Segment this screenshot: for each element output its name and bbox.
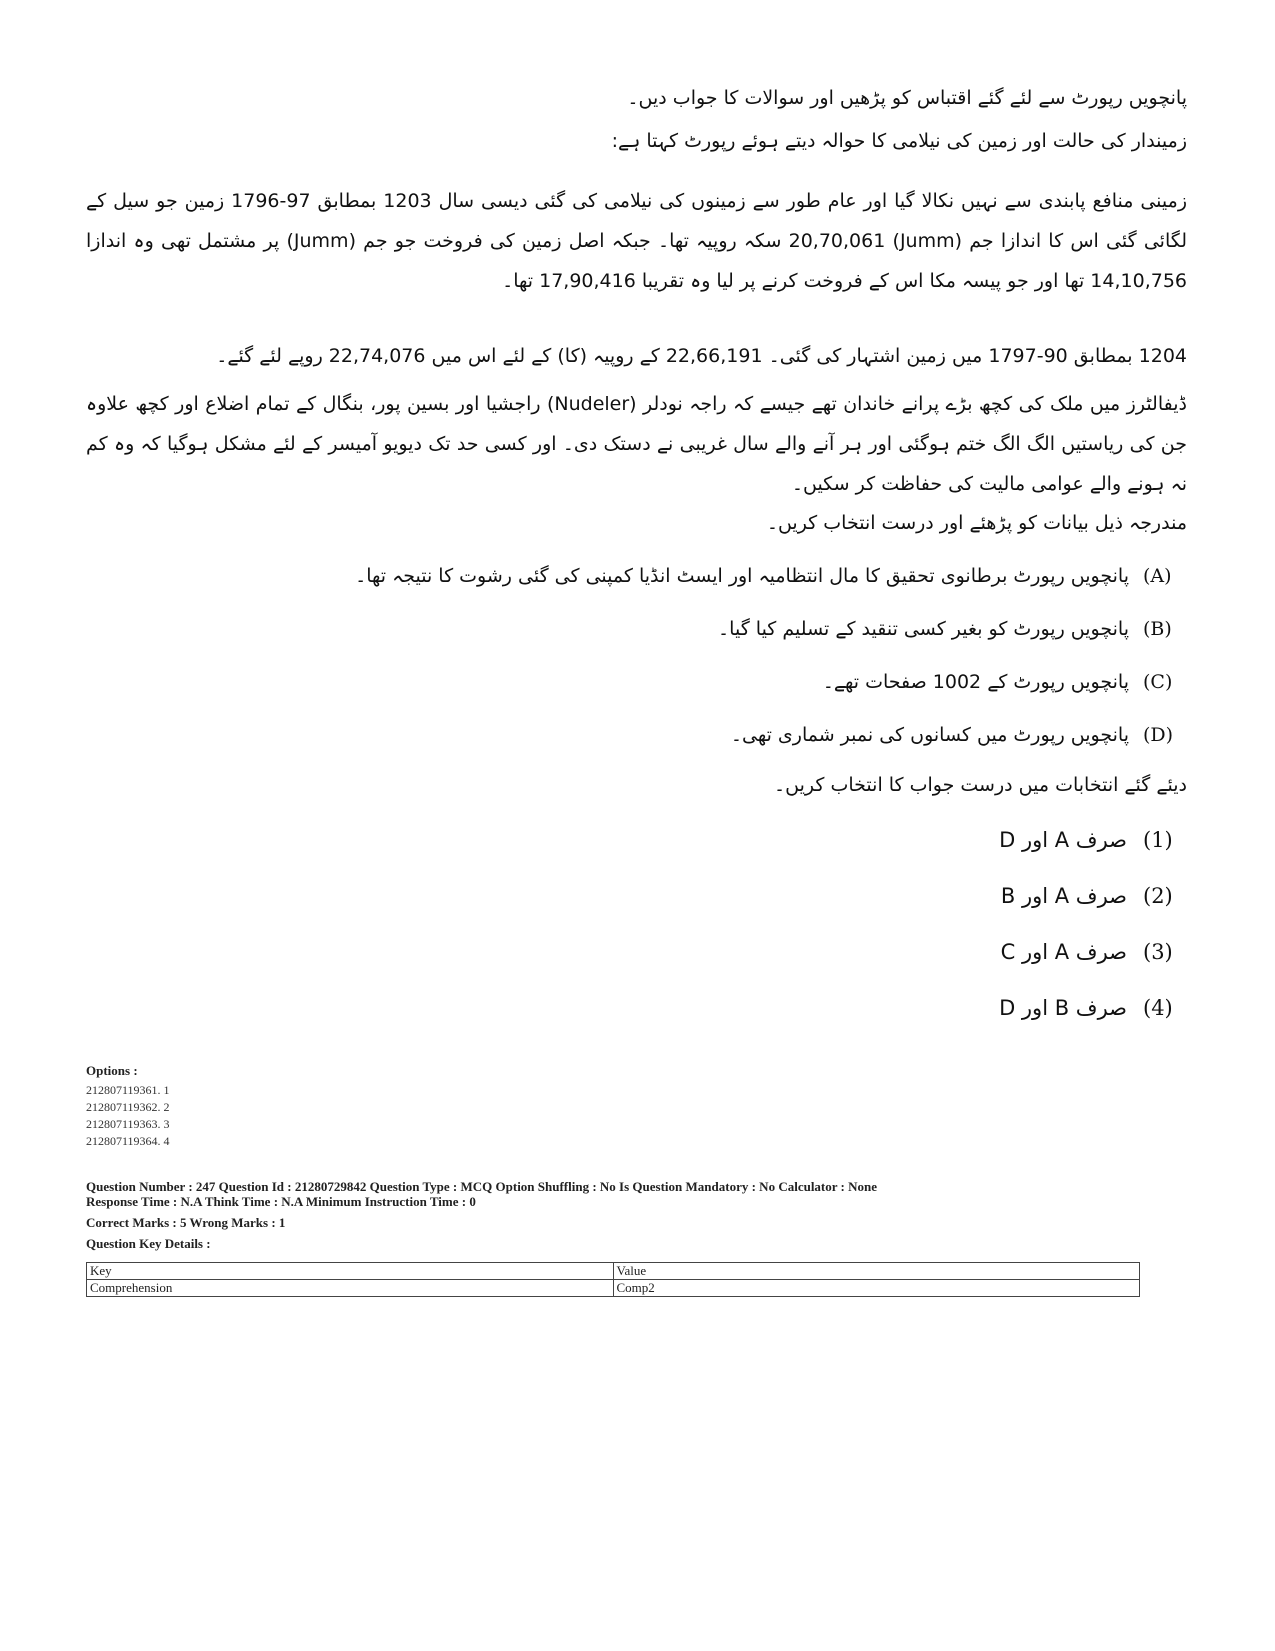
table-cell: Comprehension — [87, 1280, 614, 1297]
table-cell: Comp2 — [613, 1280, 1140, 1297]
question-key-heading: Question Key Details : — [86, 1236, 211, 1251]
choice-label: (4) — [1143, 996, 1173, 1020]
answer-choice-1[interactable] — [999, 825, 1187, 855]
question-key-table — [86, 1262, 1140, 1297]
statement-label: (D) — [1143, 724, 1174, 746]
statement-a — [355, 561, 1187, 591]
choice-text: صرف A اور D — [999, 828, 1127, 852]
choice-text: صرف B اور D — [999, 996, 1127, 1020]
passage-paragraph-3: ڈیفالٹرز میں ملک کی کچھ بڑے پرانے خاندان تھے جیسے کہ راجہ نودلر (Nudeler) راجشیا اور بسین پور، بنگال کے تمام اضلاع اور کچھ علاوہ جن کی ریاستیں الگ الگ ختم ہوگئی اور ہر آنے والے سال غریبی نے دستک دی۔ اور کسی حد تک دیویو آمیسر کے لئے مشکل ہوگیا کہ وہ کم نہ ہونے والے عوامی مالیت کی حفاظت کر سکیں۔ — [86, 393, 1187, 495]
table-header-cell: Key — [87, 1263, 614, 1280]
table-row — [87, 1280, 1140, 1297]
question-marks: Correct Marks : 5 Wrong Marks : 1 — [86, 1215, 286, 1230]
statement-label: (B) — [1143, 618, 1172, 640]
choice-label: (2) — [1143, 884, 1173, 908]
choose-prompt: دیئے گئے انتخابات میں درست جواب کا انتخاب کریں۔ — [774, 774, 1187, 796]
statements-instruction: مندرجہ ذیل بیانات کو پڑھئے اور درست انتخاب کریں۔ — [766, 512, 1187, 534]
statement-text: پانچویں رپورٹ برطانوی تحقیق کا مال انتظامیہ اور ایسٹ انڈیا کمپنی کی گئی رشوت کا نتیجہ تھا۔ — [355, 565, 1129, 587]
question-meta-line1: Question Number : 247 Question Id : 21280729842 Question Type : MCQ Option Shuffling : No Is Question Mandatory : No Calculator : None — [86, 1179, 878, 1194]
answer-choice-2[interactable] — [1001, 881, 1187, 911]
passage-quote-lead: زمیندار کی حالت اور زمین کی نیلامی کا حوالہ دیتے ہوئے رپورٹ کہتا ہے: — [611, 130, 1187, 152]
option-id: 212807119363. 3 — [86, 1117, 170, 1131]
table-header-cell: Value — [613, 1263, 1140, 1280]
passage-intro: پانچویں رپورٹ سے لئے گئے اقتباس کو پڑھیں اور سوالات کا جواب دیں۔ — [627, 87, 1187, 109]
statement-d — [731, 720, 1187, 750]
statement-label: (C) — [1143, 671, 1173, 693]
statement-label: (A) — [1143, 565, 1172, 587]
statement-text: پانچویں رپورٹ کو بغیر کسی تنقید کے تسلیم کیا گیا۔ — [718, 618, 1129, 640]
passage-paragraph-1: زمینی منافع پابندی سے نہیں نکالا گیا اور عام طور سے زمینوں کی نیلامی کی گئی دیسی سال 1203 بمطابق 97-1796 زمین جو سیل کے لگائی گئی اس کا اندازا جم (Jumm) 20,70,061 سکہ روپیہ تھا۔ جبکہ اصل زمین کی فروخت جو جم (Jumm) پر مشتمل تھی وہ اندازا 14,10,756 تھا اور جو پیسہ مکا اس کے فروخت کرنے پر لیا وہ تقریبا 17,90,416 تھا۔ — [86, 190, 1188, 292]
option-ids-list — [86, 1082, 170, 1150]
statement-text: پانچویں رپورٹ کے 1002 صفحات تھے۔ — [822, 671, 1129, 693]
option-id: 212807119362. 2 — [86, 1100, 170, 1114]
table-header-row — [87, 1263, 1140, 1280]
statement-text: پانچویں رپورٹ میں کسانوں کی نمبر شماری تھی۔ — [730, 724, 1129, 746]
question-meta-line2: Response Time : N.A Think Time : N.A Minimum Instruction Time : 0 — [86, 1194, 476, 1209]
statement-c — [823, 667, 1187, 697]
option-id: 212807119364. 4 — [86, 1134, 170, 1148]
option-id: 212807119361. 1 — [86, 1083, 170, 1097]
choice-label: (1) — [1143, 828, 1173, 852]
options-heading: Options : — [86, 1063, 138, 1078]
answer-choice-4[interactable] — [999, 993, 1187, 1023]
answer-choice-3[interactable] — [1001, 937, 1187, 967]
choice-text: صرف A اور C — [1000, 940, 1127, 964]
passage-paragraph-2: 1204 بمطابق 90-1797 میں زمین اشتہار کی گئی۔ 22,66,191 کے روپیہ (کا) کے لئے اس میں 22,74,076 روپے لئے گئے۔ — [216, 345, 1187, 367]
statement-b — [718, 614, 1187, 644]
choice-label: (3) — [1143, 940, 1173, 964]
choice-text: صرف A اور B — [1000, 884, 1127, 908]
